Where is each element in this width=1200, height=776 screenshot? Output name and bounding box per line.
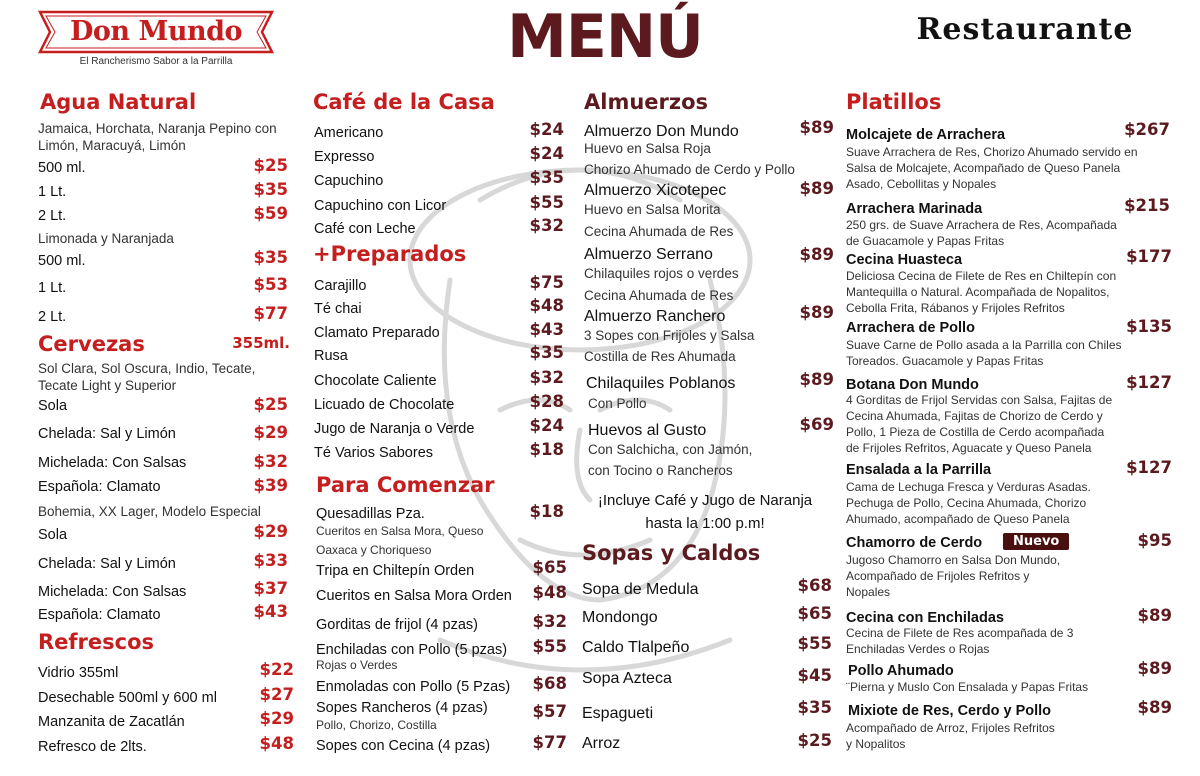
menu-item-price: $55 — [529, 193, 564, 212]
menu-item-desc: Deliciosa Cecina de Filete de Res en Chiltepín con — [846, 269, 1117, 283]
brand-name: Don Mundo — [70, 16, 242, 47]
menu-item-desc: Cecina Ahumada de Res — [584, 224, 734, 239]
menu-item-price: $55 — [797, 634, 832, 653]
menu-item-desc: Oaxaca y Choriqueso — [316, 543, 432, 557]
menu-item-name: Ensalada a la Parrilla — [846, 462, 992, 478]
menu-item-price: $18 — [529, 440, 564, 459]
menu-item-price: $89 — [799, 245, 834, 264]
menu-item-name: Almuerzo Serrano — [584, 246, 713, 263]
menu-item-price: $77 — [253, 304, 288, 323]
menu-item-name: Té Varios Sabores — [314, 445, 434, 461]
menu-item-price: $32 — [529, 368, 564, 387]
menu-item-price: $18 — [529, 502, 564, 521]
menu-item-name: Arroz — [582, 735, 621, 752]
menu-item-name: 500 ml. — [38, 253, 86, 269]
menu-item-desc: Cecina Ahumada de Res — [584, 288, 734, 303]
menu-item-price: $89 — [799, 118, 834, 137]
restaurant-label: Restaurante — [916, 12, 1134, 47]
menu-item-desc: 250 grs. de Suave Arrachera de Res, Acompañada — [846, 218, 1117, 232]
menu-item-name: Cecina Huasteca — [846, 252, 963, 268]
menu-item-price: $39 — [253, 476, 288, 495]
new-badge: Nuevo — [1003, 533, 1069, 550]
menu-item-name: Chelada: Sal y Limón — [38, 556, 176, 572]
menu-item-desc: Acompañado de Frijoles Refritos y — [846, 569, 1030, 583]
menu-item-name: Española: Clamato — [38, 607, 161, 623]
menu-item-price: $27 — [259, 685, 294, 704]
menu-item-desc: Cecina de Filete de Res acompañada de 3 — [846, 626, 1074, 640]
menu-item-price: $48 — [532, 583, 567, 602]
menu-item-price: $68 — [532, 674, 567, 693]
menu-item-name: Huevos al Gusto — [588, 422, 707, 439]
menu-item-price: $65 — [797, 604, 832, 623]
menu-item-desc: Rojas o Verdes — [316, 658, 398, 672]
menu-item-price: $267 — [1124, 120, 1170, 139]
menu-item-name: Quesadillas Pza. — [316, 506, 425, 522]
brand-tagline: El Rancherismo Sabor a la Parrilla — [79, 56, 233, 67]
menu-item-name: Española: Clamato — [38, 479, 161, 495]
menu-item-name: Molcajete de Arrachera — [846, 127, 1006, 143]
menu-item-price: $35 — [529, 343, 564, 362]
menu-item-price: $35 — [529, 168, 564, 187]
menu-item-desc: 4 Gorditas de Frijol Servidas con Salsa, Fajitas de — [846, 393, 1113, 407]
menu-item-price: $177 — [1126, 247, 1172, 266]
menu-item-name: 1 Lt. — [38, 280, 67, 296]
section-title-cafe: Café de la Casa — [313, 90, 495, 114]
menu-item-price: $59 — [253, 204, 288, 223]
menu-item-name: Almuerzo Ranchero — [584, 308, 726, 325]
menu-item-desc: Huevo en Salsa Morita — [584, 202, 721, 217]
menu-item-price: $32 — [253, 452, 288, 471]
menu-item-name: Almuerzo Xicotepec — [584, 182, 727, 199]
menu-item-desc: y Nopalitos — [846, 737, 906, 751]
section-title-agua: Agua Natural — [40, 90, 197, 114]
menu-item-desc: 3 Sopes con Frijoles y Salsa — [584, 328, 755, 343]
menu-item-desc: de Guacamole y Papas Fritas — [846, 234, 1005, 248]
menu-item-desc: Chilaquiles rojos o verdes — [584, 266, 739, 281]
menu-item-price: $77 — [532, 733, 567, 752]
menu-item-desc: Cebolla Frita, Rábanos y Frijoles Refritos — [846, 301, 1065, 315]
menu-item-price: $75 — [529, 273, 564, 292]
section-title-platillos: Platillos — [846, 90, 942, 114]
menu-item-price: $29 — [253, 522, 288, 541]
cervezas-brands: Sol Clara, Sol Oscura, Indio, Tecate, — [38, 361, 256, 376]
menu-item-price: $24 — [529, 416, 564, 435]
menu-item-name: Sopes Rancheros (4 pzas) — [316, 700, 488, 716]
section-title-cervezas: Cervezas — [38, 332, 145, 356]
menu-item-name: Cueritos en Salsa Mora Orden — [316, 588, 512, 604]
menu-item-name: Café con Leche — [314, 221, 416, 237]
menu-item-name: Gorditas de frijol (4 pzas) — [316, 617, 478, 633]
menu-title: MENÚ — [507, 2, 703, 72]
menu-item-price: $89 — [799, 303, 834, 322]
menu-item-name: Chocolate Caliente — [314, 373, 437, 389]
menu-item-desc: Asado, Cebollitas y Nopales — [846, 177, 997, 191]
menu-item-price: $127 — [1126, 373, 1172, 392]
menu-item-name: Refresco de 2lts. — [38, 739, 147, 755]
menu-item-desc: Cama de Lechuga Fresca y Verduras Asadas. — [846, 480, 1091, 494]
menu-item-desc: Nopales — [846, 585, 891, 599]
menu-item-name: Enmoladas con Pollo (5 Pzas) — [316, 679, 511, 695]
menu-item-desc: Pollo, Chorizo, Costilla — [316, 718, 437, 732]
cervezas-size: 355ml. — [232, 334, 290, 352]
menu-item-name: Capuchino — [314, 173, 384, 189]
menu-item-price: $32 — [529, 216, 564, 235]
cervezas-brands-3: Bohemia, XX Lager, Modelo Especial — [38, 504, 261, 519]
menu-item-price: $28 — [529, 392, 564, 411]
menu-item-price: $25 — [797, 731, 832, 750]
section-title-sopas: Sopas y Caldos — [582, 541, 761, 565]
menu-item-name: Desechable 500ml y 600 ml — [38, 690, 217, 706]
menu-item-desc: Suave Arrachera de Res, Chorizo Ahumado servido en — [846, 145, 1138, 159]
section-title-almuerzos: Almuerzos — [584, 90, 709, 114]
menu-item-desc: Acompañado de Arroz, Frijoles Refritos — [846, 721, 1055, 735]
menu-item-desc: Salsa de Molcajete, Acompañado de Queso Panela — [846, 161, 1121, 175]
menu-item-name: Michelada: Con Salsas — [38, 584, 187, 600]
menu-item-desc: Mantequilla o Natural. Acompañada de Nopalitos, — [846, 285, 1110, 299]
menu-item-name: Sola — [38, 398, 68, 414]
menu-item-name: 500 ml. — [38, 160, 86, 176]
menu-item-name: Carajillo — [314, 278, 367, 294]
menu-item-price: $35 — [253, 180, 288, 199]
section-title-refrescos: Refrescos — [38, 630, 155, 654]
menu-item-price: $35 — [797, 698, 832, 717]
menu-item-name: Jugo de Naranja o Verde — [314, 421, 475, 437]
menu-item-price: $24 — [529, 144, 564, 163]
menu-item-name: Chamorro de Cerdo — [846, 535, 983, 551]
menu-item-name: Sopes con Cecina (4 pzas) — [316, 738, 491, 754]
menu-item-desc: Enchiladas Verdes o Rojas — [846, 642, 990, 656]
menu-item-desc: Huevo en Salsa Roja — [584, 141, 711, 156]
menu-item-name: Botana Don Mundo — [846, 377, 979, 393]
menu-item-price: $48 — [259, 734, 294, 753]
menu-item-name: Licuado de Chocolate — [314, 397, 455, 413]
menu-item-price: $37 — [253, 579, 288, 598]
menu-item-name: Enchiladas con Pollo (5 pzas) — [316, 642, 508, 658]
menu-item-price: $68 — [797, 576, 832, 595]
almuerzos-notice: ¡Incluye Café y Jugo de Naranja hasta la 1:00 p.m! — [597, 492, 813, 533]
menu-item-desc: Con Salchicha, con Jamón, — [588, 442, 753, 457]
section-title-preparados: +Preparados — [313, 242, 467, 266]
menu-item-name: 2 Lt. — [38, 309, 67, 325]
menu-item-name: Chelada: Sal y Limón — [38, 426, 176, 442]
menu-item-name: Manzanita de Zacatlán — [38, 714, 185, 730]
menu-item-price: $43 — [529, 320, 564, 339]
menu-item-price: $95 — [1137, 531, 1172, 550]
menu-item-price: $53 — [253, 275, 288, 294]
menu-item-desc: Pollo, 1 Pieza de Costilla de Cerdo acompañada — [846, 425, 1105, 439]
menu-item-price: $43 — [253, 602, 288, 621]
menu-item-name: Arrachera de Pollo — [846, 320, 975, 336]
menu-item-desc: con Tocino o Rancheros — [588, 463, 733, 478]
menu-item-name: Chilaquiles Poblanos — [586, 375, 736, 392]
menu-item-desc: Suave Carne de Pollo asada a la Parrilla con Chiles — [846, 338, 1122, 352]
menu-item-name: Arrachera Marinada — [846, 201, 983, 217]
menu-item-price: $89 — [1137, 606, 1172, 625]
menu-item-desc: Con Pollo — [588, 396, 647, 411]
menu-item-price: $48 — [529, 296, 564, 315]
menu-item-desc: Pechuga de Pollo, Cecina Ahumada, Chorizo — [846, 496, 1087, 510]
menu-item-price: $215 — [1124, 196, 1170, 215]
menu-item-name: Caldo Tlalpeño — [582, 639, 690, 656]
menu-item-name: Expresso — [314, 149, 375, 165]
menu-item-name: Mixiote de Res, Cerdo y Pollo — [848, 703, 1052, 719]
menu-item-price: $55 — [532, 637, 567, 656]
menu-item-name: Rusa — [314, 348, 348, 364]
menu-item-desc: Chorizo Ahumado de Cerdo y Pollo — [584, 162, 795, 177]
menu-item-price: $22 — [259, 660, 294, 679]
menu-item-desc: Cueritos en Salsa Mora, Queso — [316, 524, 484, 538]
menu-item-name: Americano — [314, 125, 384, 141]
menu-item-price: $89 — [1137, 659, 1172, 678]
menu-item-price: $33 — [253, 551, 288, 570]
menu-item-price: $25 — [253, 156, 288, 175]
agua-subtitle: Limonada y Naranjada — [38, 231, 174, 246]
menu-item-name: 1 Lt. — [38, 184, 67, 200]
menu-item-name: Tripa en Chiltepín Orden — [316, 563, 475, 579]
menu-item-price: $89 — [799, 370, 834, 389]
menu-item-desc: Jugoso Chamorro en Salsa Don Mundo, — [846, 553, 1061, 567]
menu-item-price: $25 — [253, 395, 288, 414]
menu-item-name: Cecina con Enchiladas — [846, 610, 1004, 626]
menu-item-price: $32 — [532, 612, 567, 631]
menu-item-name: Michelada: Con Salsas — [38, 455, 187, 471]
cervezas-brands-2: Tecate Light y Superior — [38, 378, 177, 393]
menu-item-price: $57 — [532, 702, 567, 721]
menu-item-desc: Cecina Ahumada, Fajitas de Chorizo de Cerdo y — [846, 409, 1103, 423]
menu-item-name: Clamato Preparado — [314, 325, 440, 341]
menu-item-price: $89 — [799, 179, 834, 198]
menu-item-name: Almuerzo Don Mundo — [584, 123, 739, 140]
menu-item-price: $135 — [1126, 317, 1172, 336]
menu-item-price: $24 — [529, 120, 564, 139]
menu-item-name: Espagueti — [582, 705, 654, 722]
agua-flavors-2: Limón, Maracuyá, Limón — [38, 138, 186, 153]
menu-item-price: $29 — [259, 709, 294, 728]
menu-item-name: 2 Lt. — [38, 208, 67, 224]
section-title-comenzar: Para Comenzar — [316, 473, 495, 497]
menu-item-name: Sopa de Medula — [582, 581, 699, 598]
menu-item-desc: Toreados. Guacamole y Papas Fritas — [846, 354, 1044, 368]
menu-item-price: $69 — [799, 415, 834, 434]
menu-item-price: $45 — [797, 666, 832, 685]
menu-item-desc: de Frijoles Refritos, Aguacate y Queso Panela — [846, 441, 1092, 455]
menu-item-desc: Costilla de Res Ahumada — [584, 349, 736, 364]
menu-item-desc: Ahumado, acompañado de Queso Panela — [846, 512, 1070, 526]
menu-item-price: $35 — [253, 248, 288, 267]
menu-item-name: Té chai — [314, 301, 362, 317]
menu-item-name: Capuchino con Licor — [314, 198, 447, 214]
menu-item-price: $29 — [253, 423, 288, 442]
menu-item-price: $89 — [1137, 698, 1172, 717]
menu-item-name: Pollo Ahumado — [848, 663, 954, 679]
menu-item-price: $127 — [1126, 458, 1172, 477]
menu-item-desc: ¨Pierna y Muslo Con Ensalada y Papas Fritas — [846, 680, 1089, 694]
brand-logo — [36, 8, 276, 68]
menu-item-name: Sopa Azteca — [582, 670, 672, 687]
menu-item-name: Vidrio 355ml — [38, 665, 119, 681]
menu-item-name: Sola — [38, 527, 68, 543]
agua-flavors: Jamaica, Horchata, Naranja Pepino con — [38, 121, 277, 136]
menu-item-name: Mondongo — [582, 609, 658, 626]
menu-item-price: $65 — [532, 558, 567, 577]
